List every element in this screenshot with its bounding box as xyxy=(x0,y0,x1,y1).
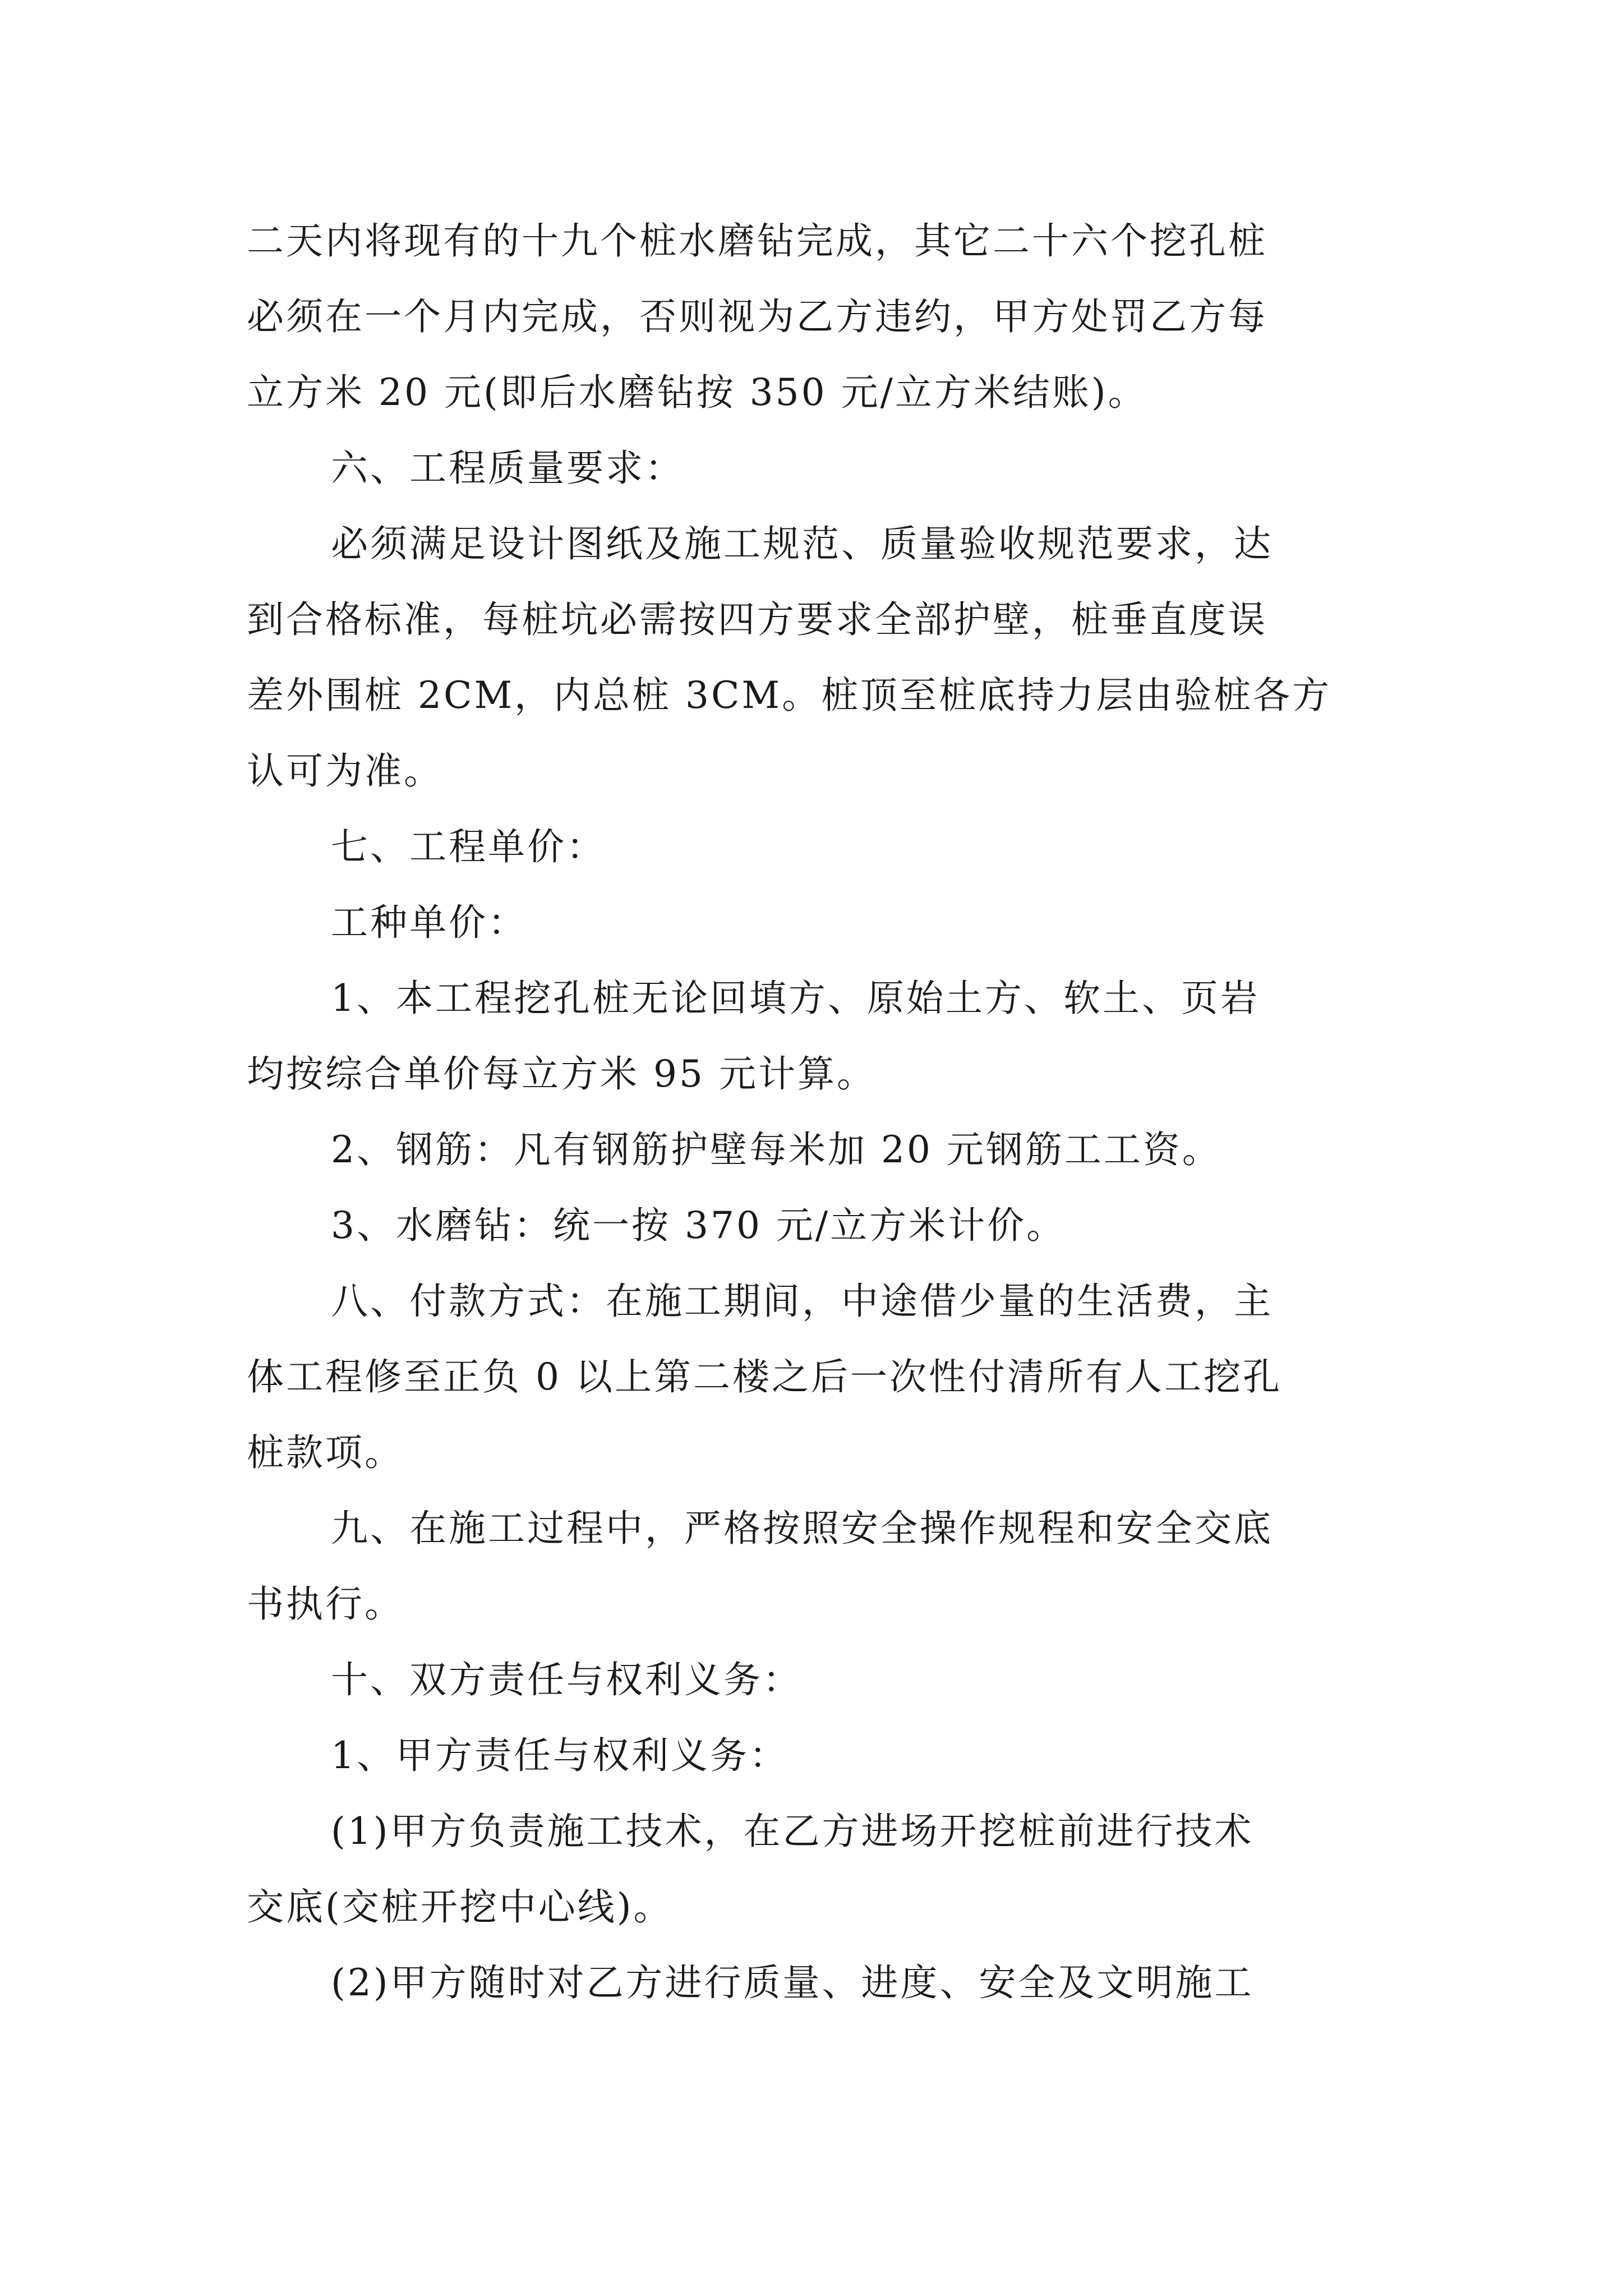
text-line: 必须满足设计图纸及施工规范、质量验收规范要求，达 xyxy=(331,522,1273,565)
section-heading: 六、工程质量要求： xyxy=(331,447,684,490)
text-line: 工种单价： xyxy=(331,901,527,944)
text-line: 到合格标准，每桩坑必需按四方要求全部护壁，桩垂直度误 xyxy=(247,598,1267,641)
text-line: 二天内将现有的十九个桩水磨钻完成，其它二十六个挖孔桩 xyxy=(247,219,1267,263)
text-line: 均按综合单价每立方米 95 元计算。 xyxy=(247,1052,876,1096)
text-line: 体工程修至正负 0 以上第二楼之后一次性付清所有人工挖孔 xyxy=(247,1355,1282,1398)
text-line: 2、钢筋：凡有钢筋护壁每米加 20 元钢筋工工资。 xyxy=(331,1128,1221,1171)
text-line: 书执行。 xyxy=(247,1582,404,1626)
text-line: 差外围桩 2CM，内总桩 3CM。桩顶至桩底持力层由验桩各方 xyxy=(247,674,1332,717)
text-line: (2)甲方随时对乙方进行质量、进度、安全及文明施工 xyxy=(331,1961,1254,2004)
section-heading: 七、工程单价： xyxy=(331,825,606,868)
text-line: 立方米 20 元(即后水磨钻按 350 元/立方米结账)。 xyxy=(247,371,1147,414)
text-line: 必须在一个月内完成，否则视为乙方违约，甲方处罚乙方每 xyxy=(247,295,1267,338)
text-line: 3、水磨钻：统一按 370 元/立方米计价。 xyxy=(331,1204,1066,1247)
text-line: 认可为准。 xyxy=(247,749,443,793)
text-line: 1、甲方责任与权利义务： xyxy=(331,1734,789,1777)
section-heading: 九、在施工过程中，严格按照安全操作规程和安全交底 xyxy=(331,1507,1273,1550)
text-line: 1、本工程挖孔桩无论回填方、原始土方、软土、页岩 xyxy=(331,977,1260,1020)
section-heading: 八、付款方式：在施工期间，中途借少量的生活费，主 xyxy=(331,1280,1273,1323)
text-line: 交底(交桩开挖中心线)。 xyxy=(247,1885,673,1929)
text-line: (1)甲方负责施工技术，在乙方进场开挖桩前进行技术 xyxy=(331,1810,1254,1853)
text-line: 桩款项。 xyxy=(247,1431,404,1474)
section-heading: 十、双方责任与权利义务： xyxy=(331,1658,802,1701)
